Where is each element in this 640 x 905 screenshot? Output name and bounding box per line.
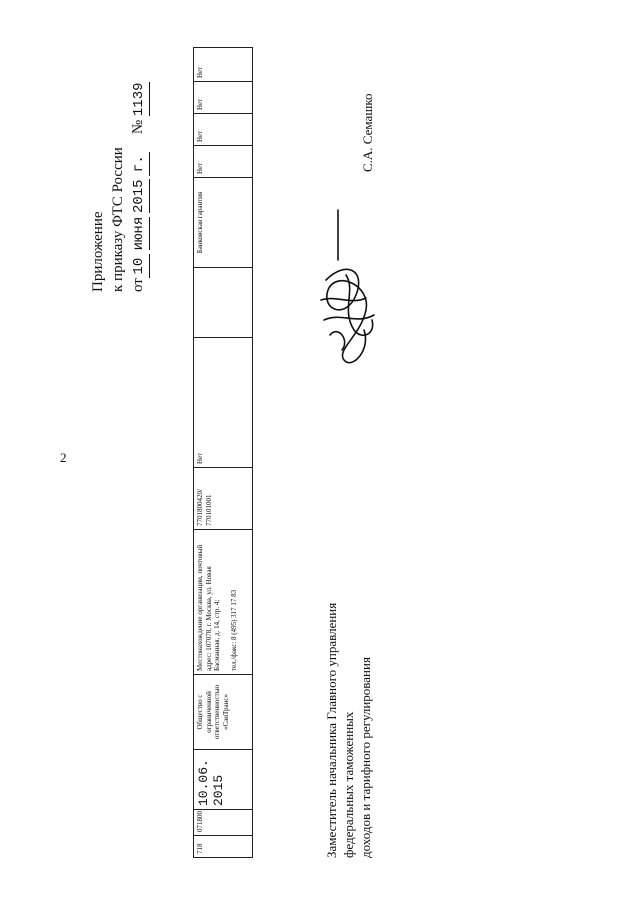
- table-row: [194, 48, 253, 858]
- date-day: 10: [129, 254, 150, 278]
- date-year-suffix: г.: [129, 152, 150, 176]
- date-prefix: от: [130, 278, 146, 292]
- date-year: 2015: [129, 179, 150, 213]
- cell-col13: Нет: [194, 48, 253, 82]
- signer-title: [323, 603, 374, 858]
- appendix-title: Приложение: [90, 211, 106, 292]
- cell-col8: [194, 268, 253, 338]
- date-month: июня: [129, 217, 150, 251]
- cell-col12: Нет: [194, 82, 253, 114]
- cell-address: Местонахождение организации, почтовый адрес: 107078, г. Москва, ул. Новая Басманная, д. 14, стр. 4; тел./факс: 8 (495) 317 17 83: [194, 530, 253, 675]
- appendix-date-line: [128, 83, 150, 293]
- number-prefix: №: [130, 119, 146, 135]
- cell-col7: Нет: [194, 338, 253, 468]
- signer-title-line2: федеральных таможенных: [341, 711, 356, 858]
- signer-title-line1: Заместитель начальника Главного управления: [324, 602, 339, 858]
- cell-col11: Нет: [194, 114, 253, 146]
- handwritten-signature: [316, 200, 382, 370]
- signer-name: С.А. Семашко: [360, 93, 375, 172]
- cell-number: 718: [194, 836, 253, 858]
- cell-date: 10.06. 2015: [194, 750, 253, 810]
- page-number: 2: [60, 450, 67, 465]
- appendix-header: [88, 83, 150, 293]
- appendix-order-ref: к приказу ФТС России: [110, 147, 126, 292]
- cell-inn-kpp: 7701800420/ 770101001: [194, 468, 253, 530]
- cell-organization: Общество с ограниченной ответственностью «СаиТранс»: [194, 675, 253, 750]
- signer-title-line3: доходов и тарифного регулирования: [358, 657, 373, 858]
- cell-code: 071800: [194, 810, 253, 836]
- registry-table: [193, 48, 253, 858]
- cell-guarantee: Банковская гарантия: [194, 178, 253, 268]
- order-number: 1139: [129, 83, 150, 117]
- cell-col10: Нет: [194, 146, 253, 178]
